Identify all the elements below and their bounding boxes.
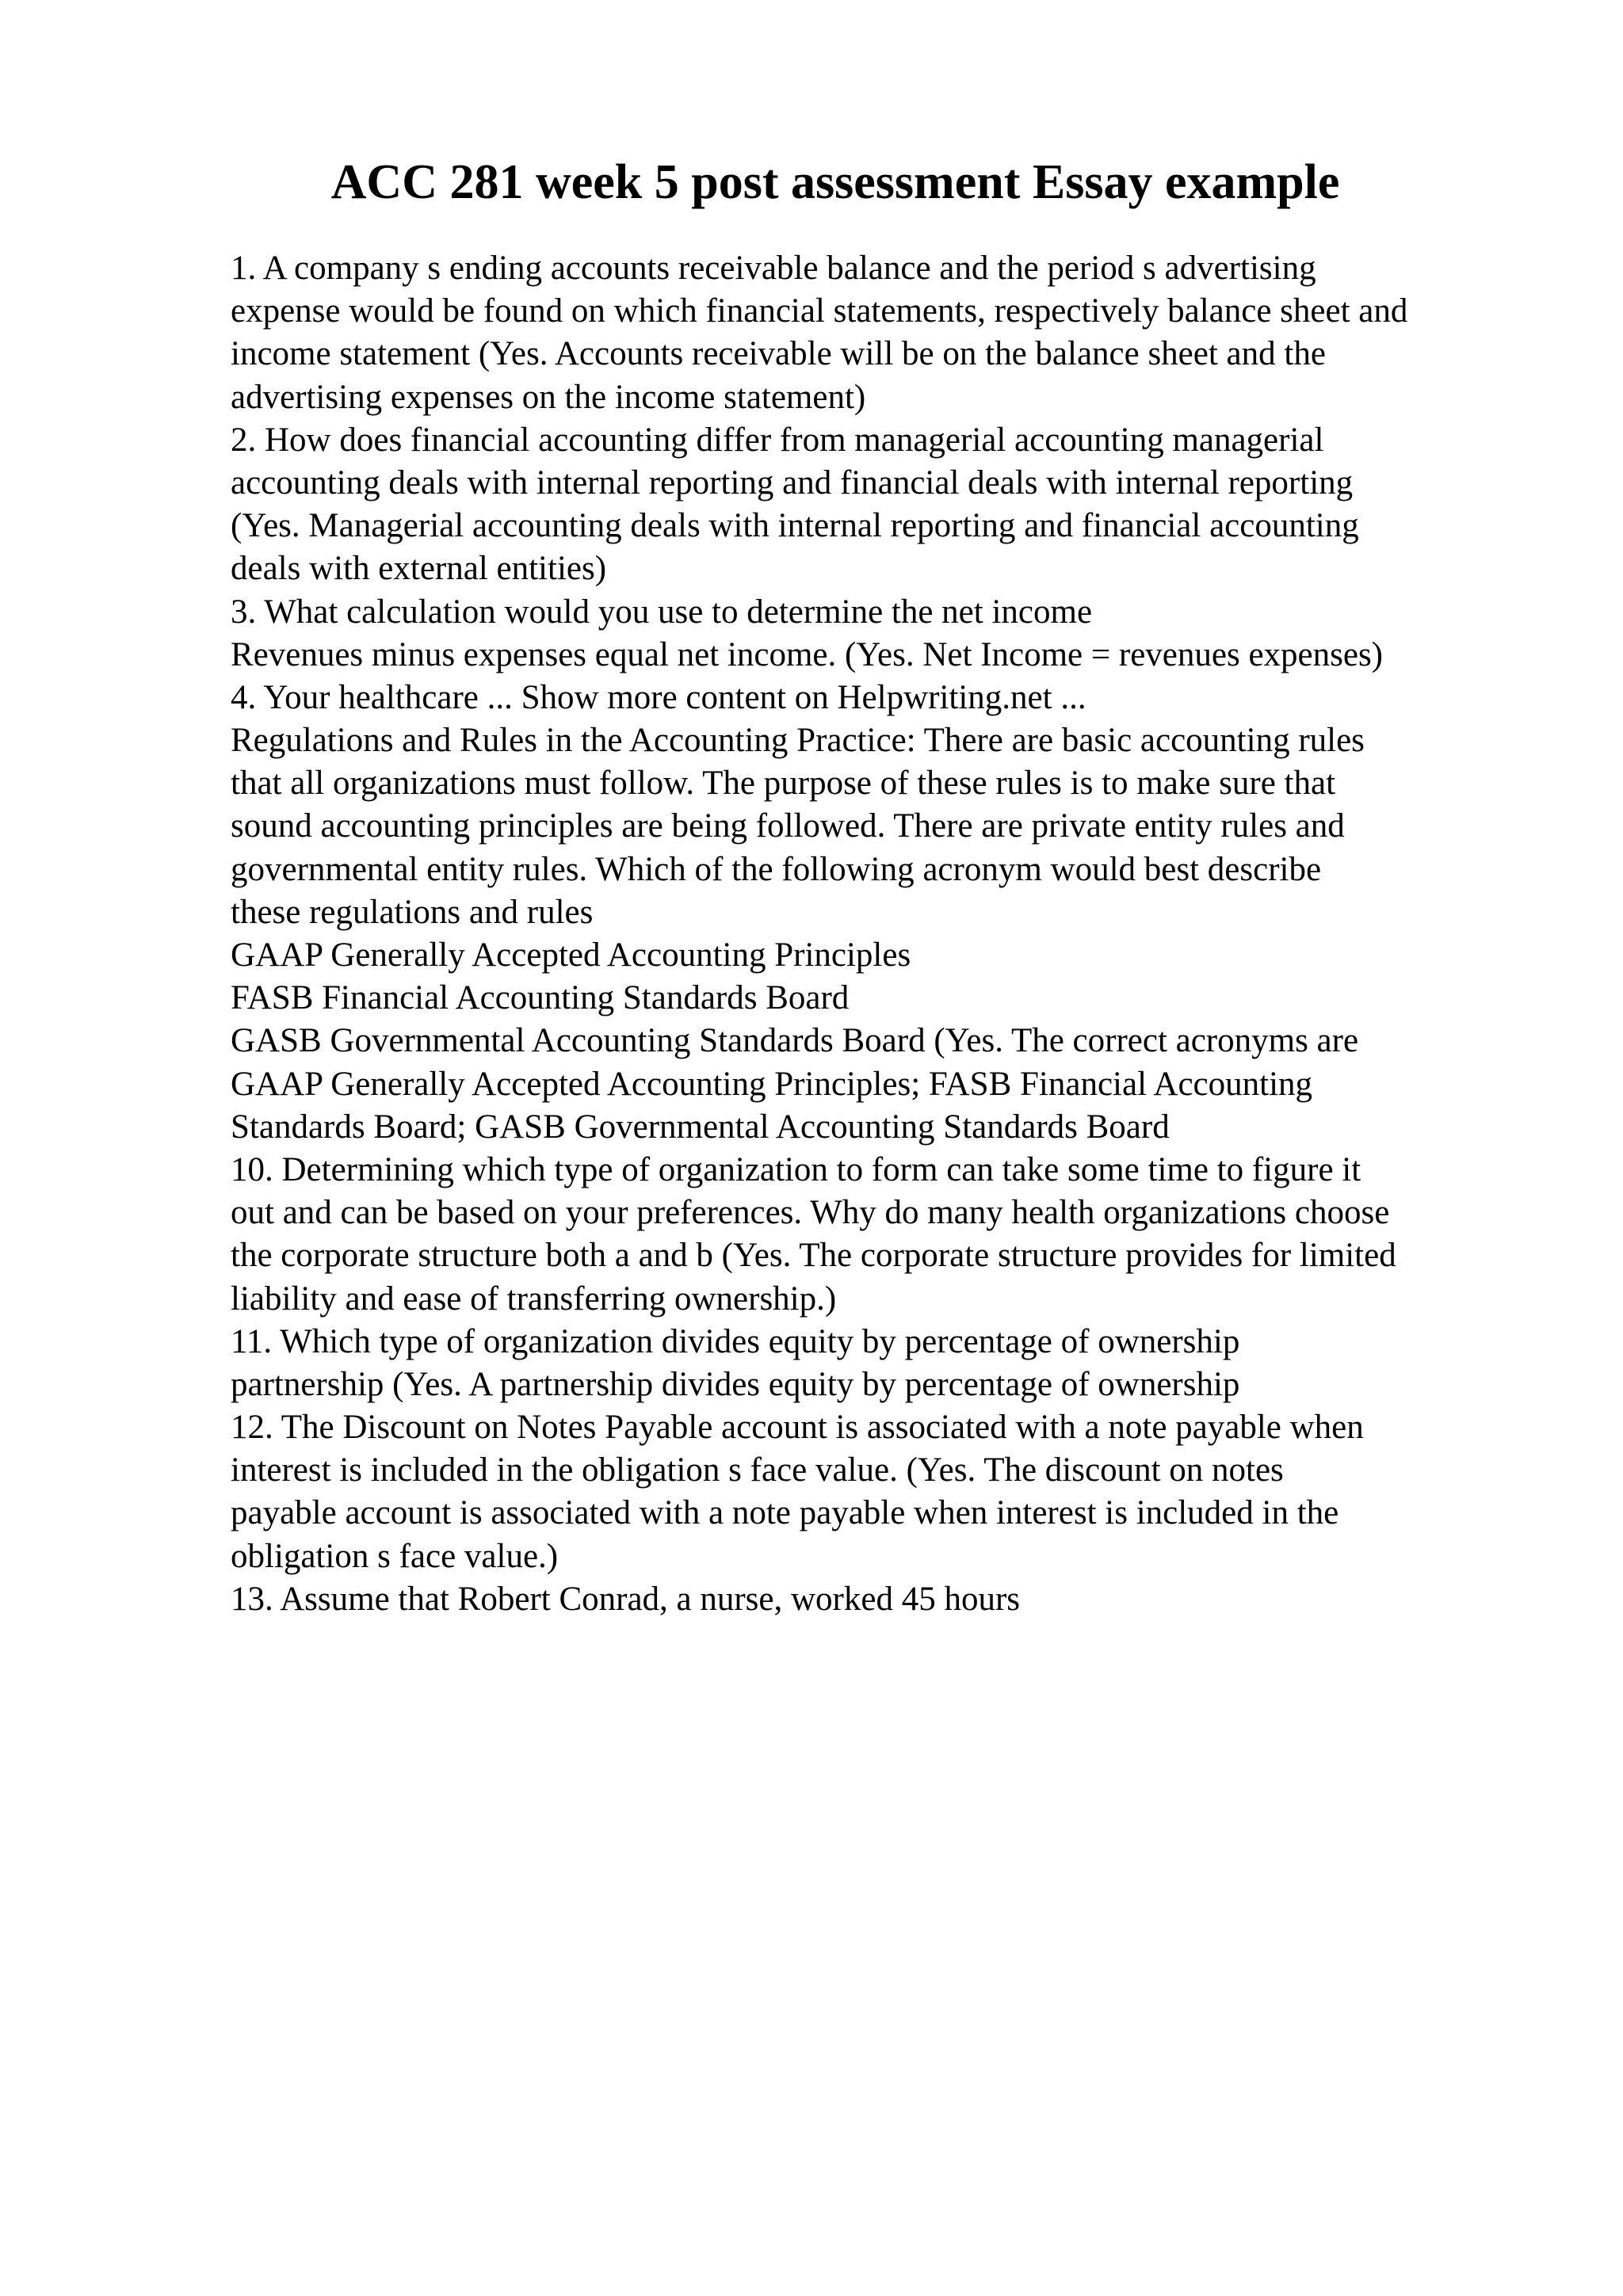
body-line: 4. Your healthcare ... Show more content on Helpwriting.net ... [231, 678, 1086, 716]
body-line: liability and ease of transferring ownership.) [231, 1280, 837, 1318]
body-line: Revenues minus expenses equal net income. (Yes. Net Income = revenues expenses) [231, 635, 1384, 673]
body-line: out and can be based on your preferences. Why do many health organizations choose [231, 1194, 1390, 1232]
body-line: (Yes. Managerial accounting deals with internal reporting and financial accounting [231, 507, 1359, 545]
body-line: income statement (Yes. Accounts receivable will be on the balance sheet and the [231, 335, 1326, 373]
body-line: that all organizations must follow. The purpose of these rules is to make sure that [231, 765, 1336, 803]
body-line: 11. Which type of organization divides equity by percentage of ownership [231, 1322, 1240, 1360]
body-line: 1. A company s ending accounts receivable balance and the period s advertising [231, 250, 1316, 287]
body-line: obligation s face value.) [231, 1537, 559, 1575]
document-body [231, 247, 1578, 1621]
body-line: accounting deals with internal reporting and financial deals with internal reporting [231, 463, 1354, 502]
body-line: 10. Determining which type of organization to form can take some time to figure it [231, 1150, 1361, 1188]
body-line: GAAP Generally Accepted Accounting Principles; FASB Financial Accounting [231, 1065, 1313, 1103]
body-line: expense would be found on which financial statements, respectively balance sheet and [231, 292, 1408, 330]
body-line: FASB Financial Accounting Standards Board [231, 979, 850, 1017]
body-line: the corporate structure both a and b (Yes. The corporate structure provides for limited [231, 1237, 1396, 1275]
body-line: GASB Governmental Accounting Standards Board (Yes. The correct acronyms are [231, 1022, 1359, 1060]
body-line: GAAP Generally Accepted Accounting Principles [231, 936, 911, 974]
body-line: interest is included in the obligation s face value. (Yes. The discount on notes [231, 1451, 1284, 1489]
body-line: 12. The Discount on Notes Payable account is associated with a note payable when [231, 1409, 1364, 1447]
body-line: Standards Board; GASB Governmental Accounting Standards Board [231, 1108, 1170, 1146]
body-line: 13. Assume that Robert Conrad, a nurse, worked 45 hours [231, 1580, 1021, 1618]
body-line: Regulations and Rules in the Accounting Practice: There are basic accounting rules [231, 722, 1365, 760]
document-title: ACC 281 week 5 post assessment Essay example [330, 155, 1340, 209]
body-line: governmental entity rules. Which of the following acronym would best describe [231, 850, 1322, 888]
body-line: 3. What calculation would you use to determine the net income [231, 593, 1093, 631]
body-line: payable account is associated with a note payable when interest is included in the [231, 1494, 1339, 1532]
body-line: partnership (Yes. A partnership divides equity by percentage of ownership [231, 1365, 1240, 1403]
body-line: advertising expenses on the income statement) [231, 378, 866, 416]
body-line: 2. How does financial accounting differ from managerial accounting managerial [231, 421, 1324, 459]
body-line: deals with external entities) [231, 550, 607, 588]
body-line: these regulations and rules [231, 893, 594, 931]
body-line: sound accounting principles are being followed. There are private entity rules and [231, 807, 1345, 845]
